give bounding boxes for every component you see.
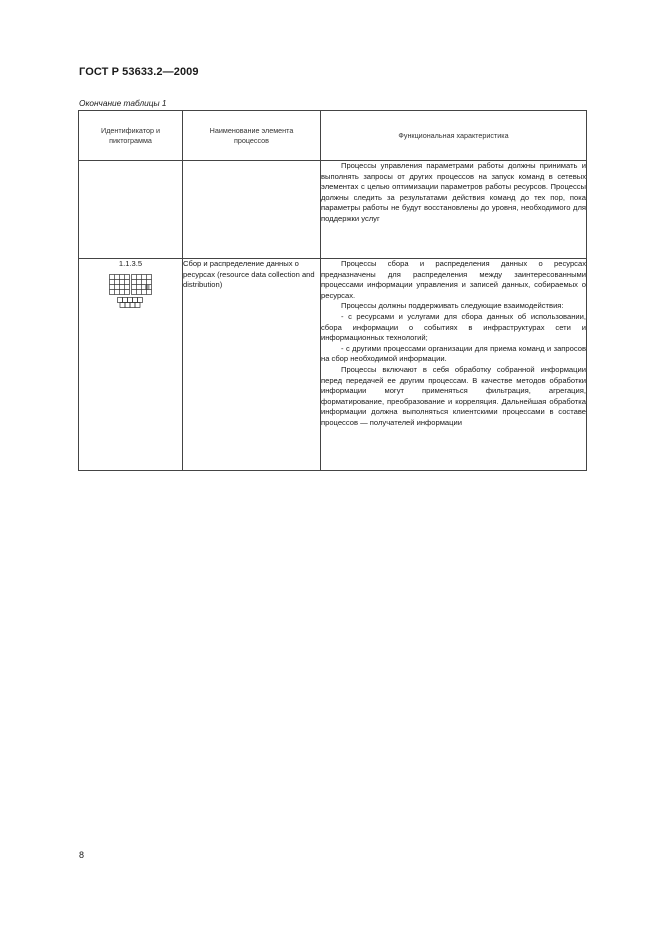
process-grid-pictogram-icon <box>107 274 155 310</box>
fx-paragraph: Процессы управления параметрами работы должны принимать и выполнять запросы от других процессов на запуск команд в сетевых элементах с целью оптимизации параметров работы ресурсов. Процессы должны следить за результатами действия команд до тех пор, пока параметры работы не будут восстановлены до уровня, необходимого для поддержки услуг <box>321 161 586 223</box>
process-name: Сбор и распределение данных о ресурсах (resource data collection and distribution) <box>183 259 315 290</box>
processes-table <box>78 110 587 471</box>
fx-cell <box>321 259 587 471</box>
id-cell <box>79 259 183 471</box>
name-cell-empty <box>183 161 321 259</box>
document-header: ГОСТ Р 53633.2—2009 <box>79 66 199 78</box>
process-identifier: 1.1.3.5 <box>118 259 143 268</box>
table-row <box>79 161 587 259</box>
table-caption: Окончание таблицы 1 <box>79 98 167 108</box>
fx-paragraph: Процессы должны поддерживать следующие взаимодействия: <box>341 301 564 311</box>
fx-list-item: - с ресурсами и услугами для сбора данных об использовании, сбора информации о событиях в инфраструктурах сети и информационных технологий; <box>321 311 586 343</box>
fx-paragraph: Процессы сбора и распределения данных о ресурсах предназначены для распределения между заинтересованными процессами информации управления и записей данных, собираемых о ресурсах. <box>321 259 586 300</box>
col-header-name: Наименование элемента процессов <box>183 111 321 161</box>
fx-cell <box>321 161 587 259</box>
fx-paragraph: Процессы включают в себя обработку собранной информации перед передачей ее другим процессам. В качестве методов обработки информации могут применяться фильтрация, агрегация, форматирование, преобразование и корреляция. Дальнейшая обработка информации должна выполняться клиентскими процессами в составе процессов — получателей информации <box>321 364 586 427</box>
name-cell <box>183 259 321 471</box>
col-header-id: Идентификатор и пиктограмма <box>79 111 183 161</box>
col-header-fx: Функциональная характеристика <box>321 111 587 161</box>
id-cell-empty <box>79 161 183 259</box>
table-row <box>79 259 587 471</box>
page-number: 8 <box>79 850 85 860</box>
table-header-row <box>79 111 587 161</box>
fx-list-item: - с другими процессами организации для приема команд и запросов на сбор необходимой информации. <box>321 343 586 364</box>
